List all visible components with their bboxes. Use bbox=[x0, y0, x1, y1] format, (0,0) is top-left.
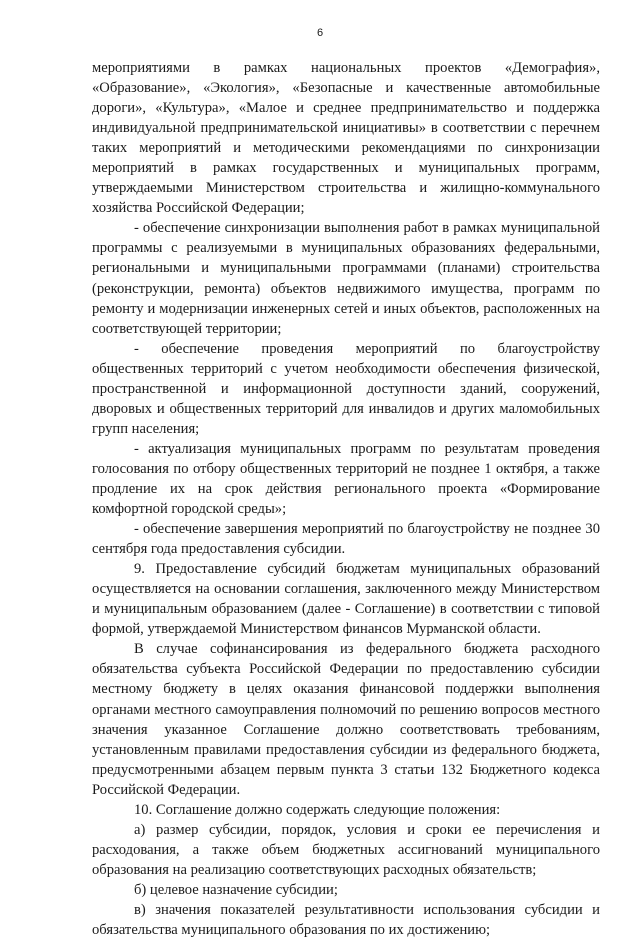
paragraph-sync-works: - обеспечение синхронизации выполнения работ в рамках муниципальной программы с реализуемыми в муниципальных образованиях федеральными, региональными и муниципальными программами (планами) строительства (реконструкции, ремонта) объектов недвижимого имущества, программ по ремонту и модернизации инженерных сетей и иных объектов, расположенных на соответствующей территории; bbox=[92, 220, 600, 337]
paragraph-completion-deadline: - обеспечение завершения мероприятий по благоустройству не позднее 30 сентября года предоставления субсидии. bbox=[92, 521, 600, 558]
paragraph-continuation: мероприятиями в рамках национальных проектов «Демография», «Образование», «Экология», «Безопасные и качественные автомобильные дороги», «Культура», «Малое и среднее предпринимательство и поддержка индивидуальной предпринимательской инициативы» в соответствии с перечнем таких мероприятий и методическими рекомендациями по синхронизации мероприятий в рамках государственных и муниципальных программ, утверждаемыми Министерством строительства и жилищно-коммунального хозяйства Российской Федерации; bbox=[92, 60, 600, 217]
paragraph-item-10b: б) целевое назначение субсидии; bbox=[134, 881, 338, 898]
document-body bbox=[92, 58, 600, 940]
paragraph-item-10c: в) значения показателей результативности использования субсидии и обязательства муниципального образования по их достижению; bbox=[92, 901, 600, 939]
page-number: 6 bbox=[316, 27, 324, 39]
paragraph-item-9: 9. Предоставление субсидий бюджетам муниципальных образований осуществляется на основании соглашения, заключенного между Министерством и муниципальным образованием (далее - Соглашение) в соответствии с типовой формой, утверждаемой Министерством финансов Мурманской области. bbox=[92, 561, 600, 638]
paragraph-cofinancing: В случае софинансирования из федерального бюджета расходного обязательства субъекта Российской Федерации по предоставлению субсидии местному бюджету в целях оказания финансовой поддержки выполнения органами местного самоуправления полномочий по решению вопросов местного значения указанное Соглашение должно соответствовать требованиям, установленным правилами предоставления субсидии из федерального бюджета, предусмотренными абзацем первым пункта 3 статьи 132 Бюджетного кодекса Российской Федерации. bbox=[92, 641, 600, 798]
paragraph-item-10a: а) размер субсидии, порядок, условия и сроки ее перечисления и расходования, а также объем бюджетных ассигнований муниципального образования на реализацию соответствующих расходных обязательств; bbox=[92, 821, 600, 878]
paragraph-actualization: - актуализация муниципальных программ по результатам проведения голосования по отбору общественных территорий не позднее 1 октября, а также продление их на срок действия регионального проекта «Формирование комфортной городской среды»; bbox=[92, 440, 600, 518]
paragraph-accessibility: - обеспечение проведения мероприятий по благоустройству общественных территорий с учетом необходимости обеспечения физической, пространственной и информационной доступности зданий, сооружений, дворовых и общественных территорий для инвалидов и других маломобильных групп населения; bbox=[92, 340, 600, 437]
paragraph-item-10: 10. Соглашение должно содержать следующие положения: bbox=[134, 801, 501, 818]
